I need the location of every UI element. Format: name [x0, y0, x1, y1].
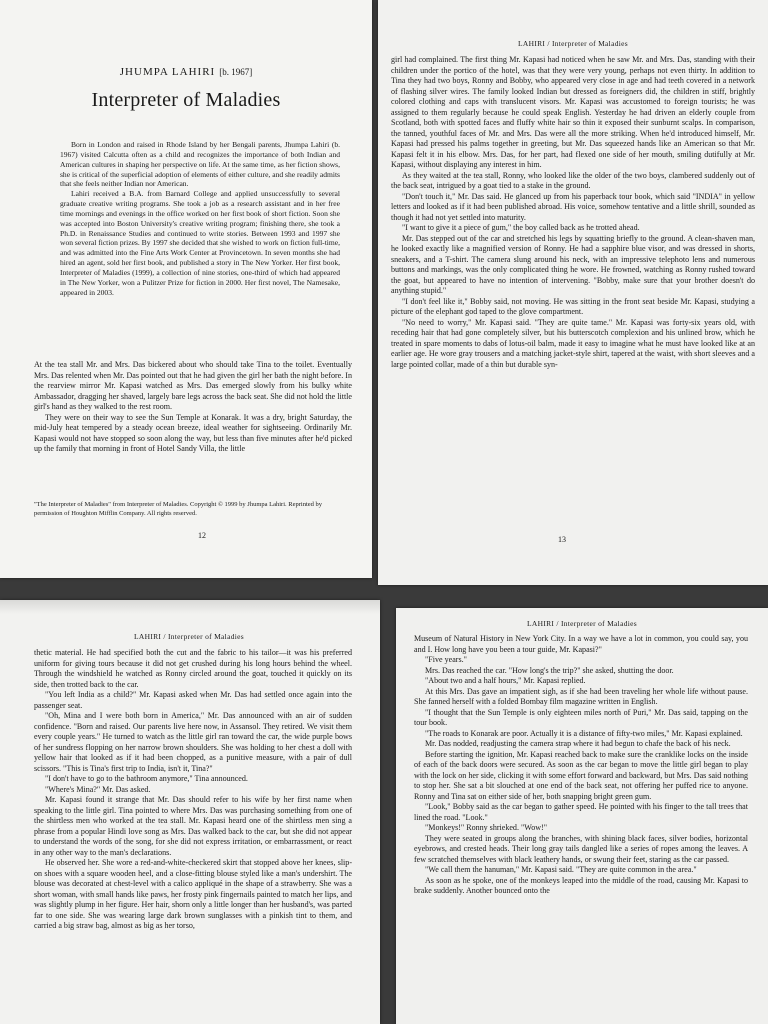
- story-paragraph: Before starting the ignition, Mr. Kapasi reached back to make sure the cranklike locks on the inside of each of the back doors were secured. As soon as the car began to move the little girl began to play with the lock on her side, clicking it with some effort forward and backward, but Mrs. Das said nothing to stop her. She sat a bit slouched at one end of the back seat, not offering her puffed rice to anyone. Ronny and Tina sat on either side of her, both snapping bright green gum.: [414, 749, 748, 801]
- story-paragraph: "I want to give it a piece of gum," the boy called back as he trotted ahead.: [402, 223, 640, 232]
- story-paragraph: Mr. Das stepped out of the car and stretched his legs by squatting briefly to the ground. A clean-shaven man, he looked exactly like a magnified version of Ronny. He had a sapphire blue visor, and was dressed in shorts, sneakers, and a T-shirt. The camera slung around his neck, with an impressive telephoto lens and numerous buttons and markings, was the only complicated thing he wore. He frowned, watching as Ronny rushed toward the goat, but appeared to have no intention of intervening. "Bobby, make sure that your brother doesn't do anything stupid.": [391, 233, 755, 295]
- story-paragraph: "I don't have to go to the bathroom anymore," Tina announced.: [45, 774, 248, 783]
- story-paragraph: thetic material. He had specified both the cut and the fabric to his tailor—it was his preferred uniform for giving tours because it did not get crushed during his long hours behind the wheel. Through the windshield he watched as Ronny circled around the goat, touched it quickly on its side, then trotted back to the car.: [34, 648, 352, 689]
- story-paragraph: As they waited at the tea stall, Ronny, who looked like the older of the two boys, clambered suddenly out of the back seat, intrigued by a goat tied to a stake in the ground.: [391, 170, 755, 190]
- page-number: 12: [198, 531, 206, 540]
- page-12: [0, 0, 372, 578]
- bio-paragraph: Lahiri received a B.A. from Barnard College and applied unsuccessfully to several graduate creative writing programs. She took a job as a research assistant and in her free time mornings and evenings in the office worked on her first book of short fiction. Soon she was accepted into Boston University's creative writing program; finishing there, she took a Ph.D. in Renaissance Studies and continued to write stories. Between 1993 and 1997 she won several fiction prizes. By 1997 she decided that she wished to work on fiction full-time, and was admitted into the Fine Arts Work Center at Provincetown. In seven months she had hired an agent, sold her first book, and published a story in The New Yorker. Her first book, Interpreter of Maladies (1999), a collection of nine stories, one-third of which had appeared in The New Yorker, won a Pulitzer Prize for fiction in 2000. Her first novel, The Namesake, appeared in 2003.: [60, 189, 340, 297]
- story-paragraph: They were on their way to see the Sun Temple at Konarak. It was a dry, bright Saturday, the mid-July heat tempered by a steady ocean breeze, ideal weather for sightseeing. Ordinarily Mr. Kapasi would not have stopped so soon along the way, but less than five minutes after he'd picked up the family that morning in front of Hotel Sandy Villa, the little: [34, 412, 352, 453]
- story-paragraph: "You left India as a child?" Mr. Kapasi asked when Mr. Das had settled once again into the passenger seat.: [34, 690, 352, 710]
- running-head: LAHIRI / Interpreter of Maladies: [134, 632, 244, 641]
- story-paragraph: "Five years.": [425, 655, 467, 664]
- page-body: [414, 634, 748, 897]
- page-13: [378, 0, 768, 585]
- story-paragraph: girl had complained. The first thing Mr. Kapasi had noticed when he saw Mr. and Mrs. Das, standing with their children under the portico of the hotel, was that they were very young, perhaps not even thirty. In addition to Tina they had two boys, Ronny and Bobby, who appeared very close in age and had teeth covered in a network of flashing silver wires. The family looked Indian but dressed as foreigners did, the children in stiff, brightly colored clothing and caps with translucent visors. Mr. Kapasi was accustomed to foreign tourists; he was assigned to them regularly because he could speak English. Yesterday he had driven an elderly couple from Scotland, both with spotted faces and fluffy white hair so thin it exposed their sunburnt scalps. In comparison, the tanned, youthful faces of Mr. and Mrs. Das were all the more striking. When he'd introduced himself, Mr. Kapasi had pressed his palms together in greeting, but Mr. Das squeezed hands like an American so that Mr. Kapasi felt it in his elbow. Mrs. Das, for her part, had flexed one side of her mouth, smiling dutifully at Mr. Kapasi, without displaying any interest in him.: [391, 55, 755, 169]
- page-body: [391, 55, 755, 370]
- story-paragraph: "Look," Bobby said as the car began to gather speed. He pointed with his finger to the tall trees that lined the road. "Look.": [414, 802, 748, 822]
- page-shadow: [0, 600, 380, 614]
- author-name: JHUMPA LAHIRI: [119, 66, 216, 78]
- story-paragraph: "We call them the hanuman," Mr. Kapasi said. "They are quite common in the area.": [425, 865, 697, 874]
- story-paragraph: "Don't touch it," Mr. Das said. He glanced up from his paperback tour book, which said "INDIA" in yellow letters and looked as if it had been published abroad. His voice, somehow tentative and a little shrill, sounded as though it had not yet settled into maturity.: [391, 191, 755, 222]
- story-paragraph: At this Mrs. Das gave an impatient sigh, as if she had been traveling her whole life without pause. She fanned herself with a folded Bombay film magazine written in English.: [414, 686, 748, 706]
- page-14: [0, 600, 380, 1024]
- story-paragraph: "I thought that the Sun Temple is only eighteen miles north of Puri," Mr. Das said, tapping on the tour book.: [414, 707, 748, 727]
- story-opening: [34, 360, 352, 455]
- page-number: 13: [558, 535, 566, 544]
- story-paragraph: Mr. Das nodded, readjusting the camera strap where it had begun to chafe the back of his neck.: [425, 739, 731, 748]
- story-paragraph: Museum of Natural History in New York City. In a way we have a lot in common, you could say, you and I. How long have you been a tour guide, Mr. Kapasi?": [414, 634, 748, 654]
- story-paragraph: He observed her. She wore a red-and-white-checkered skirt that stopped above her knees, slip-on shoes with a square wooden heel, and a close-fitting blouse styled like a man's undershirt. The blouse was decorated at chest-level with a calico appliqué in the shape of a strawberry. She was a short woman, with small hands like paws, her frosty pink fingernails painted to match her lips, and was slightly plump in her figure. Her hair, shorn only a little longer than her husband's, was parted far to one side. She was wearing large dark brown sunglasses with a pinkish tint to them, and carried a big straw bag, almost as big as her torso,: [34, 858, 353, 930]
- story-title: Interpreter of Maladies: [91, 89, 281, 111]
- page-15: [396, 608, 768, 1024]
- story-paragraph: "No need to worry," Mr. Kapasi said. "They are quite tame." Mr. Kapasi was forty-six years old, with receding hair that had gone completely silver, but his butterscotch complexion and his unlined brow, which he treated in spare moments to dabs of lotus-oil balm, made it easy to imagine what he must have looked like at an earlier age. He wore gray trousers and a matching jacket-style shirt, tapered at the waist, with short sleeves and a large pointed collar, made of a thin but durable syn-: [391, 317, 755, 369]
- story-paragraph: "I don't feel like it," Bobby said, not moving. He was sitting in the front seat beside Mr. Kapasi, studying a picture of the elephant god taped to the glove compartment.: [391, 296, 755, 316]
- copyright-footnote: "The Interpreter of Maladies" from Interpreter of Maladies. Copyright © 1999 by Jhumpa Lahiri. Reprinted by permission of Houghton Mifflin Company. All rights reserved.: [34, 501, 323, 517]
- page-body: [34, 648, 352, 932]
- story-paragraph: "The roads to Konarak are poor. Actually it is a distance of fifty-two miles," Mr. Kapasi explained.: [425, 728, 743, 738]
- story-paragraph: "Where's Mina?" Mr. Das asked.: [45, 784, 151, 794]
- author-heading: [0, 66, 372, 78]
- story-paragraph: Mrs. Das reached the car. "How long's the trip?" she asked, shutting the door.: [425, 665, 674, 675]
- story-paragraph: Mr. Kapasi found it strange that Mr. Das should refer to his wife by her first name when speaking to the little girl. Tina pointed to where Mrs. Das was purchasing something from one of the shirtless men who worked at the tea stall. Mr. Kapasi heard one of the shirtless men sing a phrase from a popular Hindi love song as Mrs. Das walked back to the car, but she did not appear to understand the words of the song, for she did not express irritation, or embarrassment, or react in any other way to the man's declarations.: [34, 795, 352, 857]
- story-paragraph: "Monkeys!" Ronny shrieked. "Wow!": [425, 823, 548, 832]
- story-paragraph: At the tea stall Mr. and Mrs. Das bickered about who should take Tina to the toilet. Eventually Mrs. Das relented when Mr. Das pointed out that he had given the girl her bath the night before. In the rearview mirror Mr. Kapasi watched as Mrs. Das emerged slowly from his bulky white Ambassador, dragging her shaved, largely bare legs across the back seat. She did not hold the little girl's hand as they walked to the rest room.: [34, 360, 352, 411]
- running-head: LAHIRI / Interpreter of Maladies: [527, 619, 637, 628]
- author-dates: [b. 1967]: [219, 67, 253, 77]
- story-paragraph: They were seated in groups along the branches, with shining black faces, silver bodies, horizontal eyebrows, and crested heads. Their long gray tails dangled like a series of ropes among the leaves. A few scratched themselves with black leathery hands, or swung their feet, staring as the car passed.: [414, 833, 748, 864]
- running-head: LAHIRI / Interpreter of Maladies: [518, 39, 628, 48]
- story-paragraph: "Oh, Mina and I were both born in America," Mr. Das announced with an air of sudden confidence. "Born and raised. Our parents live here now, in Assansol. They retired. We visit them every couple years." He turned to watch as the little girl ran toward the car, the wide purple bows of her sundress flopping on her narrow brown shoulders. She was holding to her chest a doll with yellow hair that looked as if it had been chopped, as a punitive measure, with a pair of dull scissors. "This is Tina's first trip to India, isn't it, Tina?": [34, 711, 352, 773]
- story-paragraph: "About two and a half hours," Mr. Kapasi replied.: [425, 676, 586, 685]
- story-paragraph: As soon as he spoke, one of the monkeys leaped into the middle of the road, causing Mr. Kapasi to brake suddenly. Another bounced onto the: [414, 875, 748, 895]
- bio-paragraph: Born in London and raised in Rhode Island by her Bengali parents, Jhumpa Lahiri (b. 1967) visited Calcutta often as a child and recognizes the importance of both Indian and American cultures in shaping her perspective on life. At the same time, as her fiction shows, she is critical of the superficial adoption of elements of either culture, and she readily admits that she feels neither Indian nor American.: [60, 140, 340, 189]
- author-bio: [60, 140, 340, 298]
